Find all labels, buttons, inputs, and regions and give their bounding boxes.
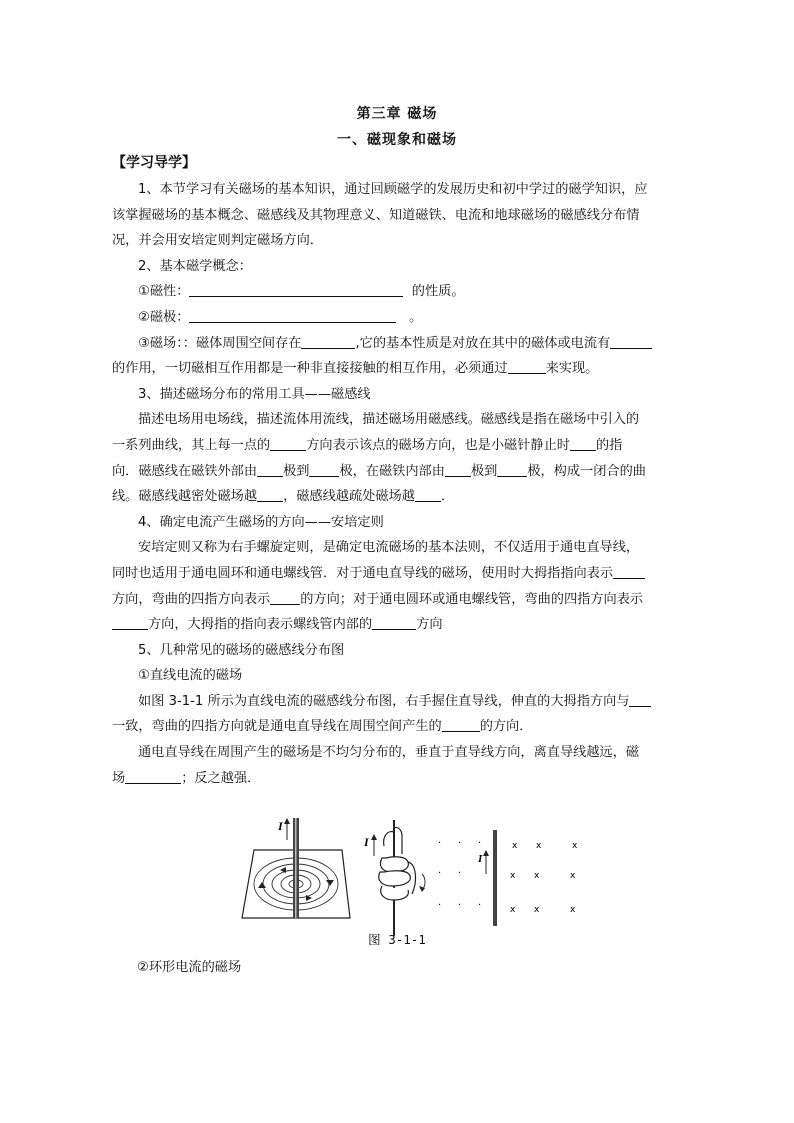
field-question-line-1: ③磁场：：磁体周围空间存在 ,它的基本性质是对放在其中的磁体或电流有 [112, 331, 684, 357]
blank-thumb-direction[interactable] [629, 692, 651, 707]
right-hand-rule-diagram [363, 820, 425, 936]
blank-field-exists[interactable] [301, 334, 355, 349]
blank-field-medium[interactable] [508, 359, 546, 374]
field-question-line-2: 的作用，一切磁相互作用都是一种非直接接触的相互作用，必须通过 来实现。 [112, 361, 599, 377]
pole-question: ②磁极： 。 [138, 309, 423, 325]
paragraph-5-line-1: 如图 3-1-1 所示为直线电流的磁感线分布图，右手握住直导线，伸直的大拇指方向与 [112, 689, 684, 715]
current-label-1: I [278, 819, 283, 833]
figure-3-1-1 [232, 810, 592, 940]
paragraph-4-line-1: 安培定则又称为右手螺旋定则，是确定电流磁场的基本法则，不仅适用于通电直导线， [138, 540, 640, 556]
blank-field-force[interactable] [610, 334, 652, 349]
current-label-2: I [364, 835, 369, 849]
study-guide-heading: 【学习导学】 [112, 155, 196, 171]
blank-dense[interactable] [257, 487, 283, 502]
blank-outside-from[interactable] [257, 462, 283, 477]
document-body [112, 177, 684, 791]
paragraph-3-heading: 3、描述磁场分布的常用工具——磁感线 [138, 386, 371, 402]
svg-text:x: x [570, 871, 576, 881]
dot-cross-field-diagram [438, 830, 578, 926]
paragraph-4-heading: 4、确定电流产生磁场的方向——安培定则 [138, 514, 384, 530]
chapter-title: 第三章 磁场 [356, 106, 438, 122]
svg-text:·: · [478, 900, 482, 911]
paragraph-2: 2、基本磁学概念： [138, 258, 252, 274]
current-label-3: I [478, 853, 483, 865]
straight-current-subheading: ①直线电流的磁场 [138, 668, 243, 684]
blank-thumb-coil[interactable] [372, 615, 416, 630]
section-title: 一、磁现象和磁场 [337, 132, 457, 148]
paragraph-5-heading: 5、几种常见的磁场的磁感线分布图 [138, 642, 345, 658]
paragraph-3-line-3: 向．磁感线在磁铁外部由 极到 极，在磁铁内部由 极到 极，构成一闭合的曲 [112, 463, 646, 479]
blank-pole[interactable] [189, 308, 396, 323]
svg-text:x: x [536, 841, 542, 851]
paragraph-3-line-4: 线。磁感线越密处磁场越 ，磁感线越疏处磁场越 ． [112, 489, 455, 505]
paragraph-1-line-1: 1、本节学习有关磁场的基本知识，通过回顾磁学的发展历史和初中学过的磁学知识，应 [138, 182, 648, 197]
svg-text:x: x [570, 905, 576, 915]
svg-text:x: x [510, 871, 516, 881]
svg-text:·: · [438, 838, 442, 849]
straight-wire-plane-diagram [242, 818, 350, 918]
blank-fingers-coil[interactable] [112, 615, 148, 630]
blank-inside-from[interactable] [445, 462, 471, 477]
paragraph-5-line-3: 通电直导线在周围产生的磁场是不均匀分布的，垂直于直导线方向，离直导线越远，磁 [138, 745, 640, 761]
paragraph-4-line-2: 同时也适用于通电圆环和通电螺线管．对于通电直导线的磁场，使用时大拇指指向表示 [112, 561, 684, 587]
paragraph-4-line-4: 方向，大拇指的指向表示螺线管内部的 方向 [112, 612, 684, 638]
svg-text:·: · [438, 868, 442, 879]
svg-text:x: x [534, 871, 540, 881]
blank-tangent[interactable] [270, 436, 306, 451]
blank-needle-pole[interactable] [570, 436, 596, 451]
blank-field-weaker[interactable] [125, 769, 181, 784]
figure-caption: 图 3-1-1 [368, 932, 426, 947]
paragraph-1-line-2: 该掌握磁场的基本概念、磁感线及其物理意义、知道磁铁、电流和地球磁场的磁感线分布情 [112, 207, 640, 223]
svg-text:·: · [458, 868, 462, 879]
svg-text:x: x [512, 841, 518, 851]
svg-text:·: · [438, 900, 442, 911]
paragraph-3-line-2: 一系列曲线，其上每一点的 方向表示该点的磁场方向，也是小磁针静止时 的指 [112, 437, 623, 453]
svg-text:·: · [478, 838, 482, 849]
svg-text:x: x [572, 841, 578, 851]
svg-text:x: x [534, 905, 540, 915]
blank-fingers-wire[interactable] [270, 590, 300, 605]
paragraph-4-line-3: 方向，弯曲的四指方向表示 的方向；对于通电圆环或通电螺线管，弯曲的四指方向表示 [112, 591, 644, 607]
ring-current-subheading: ②环形电流的磁场 [137, 960, 242, 975]
magnetism-question: ①磁性： 的性质。 [138, 284, 465, 300]
paragraph-1-line-3: 况，并会用安培定则判定磁场方向． [112, 233, 323, 249]
blank-inside-to[interactable] [497, 462, 527, 477]
svg-text:·: · [458, 838, 462, 849]
paragraph-3-line-1: 描述电场用电场线，描述流体用流线，描述磁场用磁感线。磁感线是指在磁场中引入的 [138, 412, 640, 428]
blank-magnetism[interactable] [189, 282, 403, 297]
blank-sparse[interactable] [415, 487, 441, 502]
blank-field-direction[interactable] [442, 717, 480, 732]
blank-thumb-wire[interactable] [613, 564, 645, 579]
svg-text:·: · [458, 900, 462, 911]
blank-outside-to[interactable] [309, 462, 339, 477]
svg-text:x: x [510, 905, 516, 915]
paragraph-5-line-2: 一致，弯曲的四指方向就是通电直导线在周围空间产生的 的方向． [112, 719, 533, 735]
paragraph-5-line-4: 场 ；反之越强． [112, 770, 261, 786]
